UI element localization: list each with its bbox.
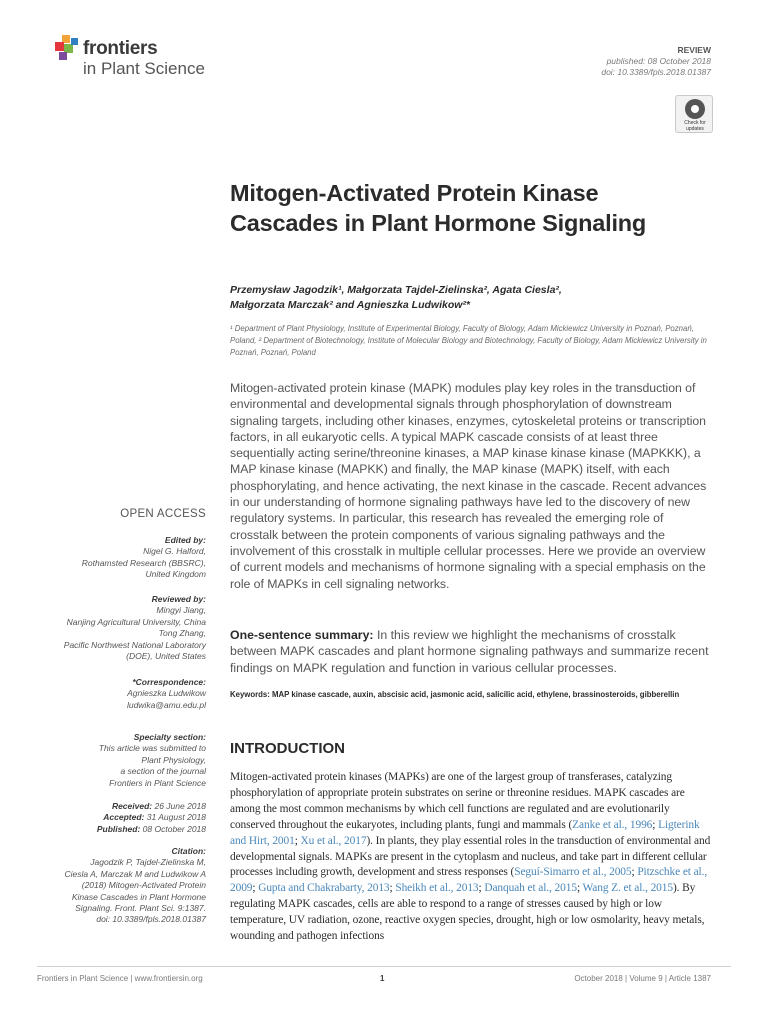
editor-line: Rothamsted Research (BBSRC), xyxy=(81,557,206,568)
check-for-updates-button[interactable] xyxy=(675,95,713,133)
intro-text: ; xyxy=(631,866,638,879)
reviewer-line: (DOE), United States xyxy=(126,651,206,662)
one-sentence-summary xyxy=(230,627,712,676)
journal-logo[interactable] xyxy=(55,35,225,80)
accepted-date xyxy=(41,812,206,823)
check-updates-label: Check for updates xyxy=(684,120,706,132)
correspondence-label: *Correspondence: xyxy=(132,677,206,687)
received-label: Received: xyxy=(111,801,153,811)
intro-text: Mitogen-activated protein kinases (MAPKs) are one of the largest group of transferases, catalyzing phosphorylation of appropriate protein substrates on serine or threonine residues. MAPK cascades are among the most common mechanisms by which cell functions are regulated and are evolutionarily conserved throughout the eukaryotes, including plants, fungi and mammals ( xyxy=(230,771,685,831)
article-title: Mitogen-Activated Protein Kinase Cascades in Plant Hormone Signaling xyxy=(230,180,647,236)
citation-line: Jagodzik P, Tajdel-Zielinska M, xyxy=(90,857,206,868)
check-updates-icon xyxy=(685,99,705,119)
specialty-line: Plant Physiology, xyxy=(141,754,206,765)
citation-line[interactable]: doi: 10.3389/fpls.2018.01387 xyxy=(96,914,206,925)
abstract: Mitogen-activated protein kinase (MAPK) modules play key roles in the transduction of environmental and developmental signals through phosphorylation of downstream signaling targets, including other kinases, enzymes, cytoskeletal proteins or transcription factors, in all eukaryotic cells. A typical MAPK cascade consists of at least three sequentially acting serine/threonine kinases, a MAP kinase kinase kinase (MAPKKK), a MAP kinase kinase (MAPKK) and finally, the MAP kinase (MAPK) itself, with each phosphorylating, and hence activating, the next kinase in the cascade. Recent advances in our understanding of hormone signaling pathways have led to the discovery of new regulatory systems. In particular, this research has revealed the emerging role of crosstalk between the protein components of various signaling pathways and the involvement of this crosstalk in multiple cellular processes. Here we provide an overview of current models and mechanisms of hormone signaling with a special emphasis on the role of MAPKs in cell signaling networks. xyxy=(230,381,707,591)
citation-link[interactable]: Pitzschke et al., 2009 xyxy=(230,866,708,895)
correspondence-email[interactable]: ludwika@amu.edu.pl xyxy=(126,699,206,710)
accepted-label: Accepted: xyxy=(103,812,145,823)
summary-text: In this review we highlight the mechanisms of crosstalk between MAPK cascades and plant hormone signaling pathways and summarize recent findings on MAPK regulation and function in various cellular processes. xyxy=(230,628,709,675)
edited-by-block xyxy=(41,535,206,581)
author-list xyxy=(230,283,710,313)
reviewer-line: Nanjing Agricultural University, China xyxy=(66,616,206,627)
published-date: published: 08 October 2018 xyxy=(606,56,711,66)
reviewed-by-block xyxy=(41,594,206,662)
citation-link[interactable]: Xu et al., 2017 xyxy=(300,834,367,847)
correspondence-name: Agnieszka Ludwikow xyxy=(127,688,206,699)
intro-text: ; xyxy=(478,882,485,895)
editor-line: United Kingdom xyxy=(145,569,206,580)
logo-journal-name: in Plant Science xyxy=(83,59,205,78)
received-value: 26 June 2018 xyxy=(152,801,206,811)
citation-link[interactable]: Sheikh et al., 2013 xyxy=(395,882,479,895)
published-label: Published: xyxy=(96,823,141,834)
citation-line: (2018) Mitogen-Activated Protein xyxy=(81,880,206,891)
article-type: REVIEW xyxy=(677,45,711,55)
citation-link[interactable]: Ligterink and Hirt, 2001 xyxy=(230,818,700,847)
specialty-line: a section of the journal xyxy=(120,766,206,777)
specialty-line: Frontiers in Plant Science xyxy=(109,777,206,788)
footer-issue-info: October 2018 | Volume 9 | Article 1387 xyxy=(574,974,711,983)
citation-line: Signaling. Front. Plant Sci. 9:1387. xyxy=(75,903,206,914)
intro-text: ; xyxy=(389,882,396,895)
open-access-label: OPEN ACCESS xyxy=(120,508,206,520)
specialty-line: This article was submitted to xyxy=(98,743,206,754)
edited-by-label: Edited by: xyxy=(164,535,206,545)
citation-line: Kinase Cascades in Plant Hormone xyxy=(71,891,206,902)
received-date xyxy=(41,801,206,812)
intro-text: ). By regulating MAPK cascades, cells are able to respond to a range of stresses caused by high or low temperature, UV radiation, ozone, reactive oxygen species, drought, high or low osmolarity, heavy metals, wounding and pathogen infections xyxy=(230,882,705,943)
citation-link[interactable]: Gupta and Chakrabarty, 2013 xyxy=(258,882,390,895)
citation-label: Citation: xyxy=(171,846,206,856)
keywords-label: Keywords: xyxy=(230,690,273,699)
reviewer-line: Mingyi Jiang, xyxy=(156,605,206,616)
intro-text: ; xyxy=(294,834,301,847)
dates-block xyxy=(41,801,206,835)
keywords xyxy=(230,689,712,700)
intro-text: ; xyxy=(252,882,259,895)
citation-link[interactable]: Seguí-Simarro et al., 2005 xyxy=(514,866,632,879)
specialty-label: Specialty section: xyxy=(133,732,206,742)
reviewer-line: Tong Zhang, xyxy=(158,628,206,639)
correspondence-block xyxy=(41,677,206,711)
editor-line: Nigel G. Halford, xyxy=(143,546,206,557)
intro-text: ; xyxy=(576,882,583,895)
intro-text: ). In plants, they play essential roles in the transduction of environmental and developmental signals. MAPKs are present in the cytoplasm and nucleus, and take part in different cellular processes including growth, development and stress responses ( xyxy=(230,834,711,879)
accepted-value: 31 August 2018 xyxy=(144,812,206,823)
summary-label: One-sentence summary: xyxy=(230,628,374,642)
page-number: 1 xyxy=(380,974,385,983)
published-date-side xyxy=(41,824,206,835)
article-meta-header xyxy=(601,45,711,78)
frontiers-logo-icon xyxy=(55,35,81,65)
logo-wordmark: frontiers xyxy=(83,38,158,59)
citation-block xyxy=(41,846,206,926)
author-line: Małgorzata Marczak² and Agnieszka Ludwikow²* xyxy=(230,299,470,311)
keywords-text: MAP kinase cascade, auxin, abscisic acid, jasmonic acid, salicilic acid, ethylene, brassinosteroids, gibberellin xyxy=(272,690,680,699)
doi-link[interactable]: doi: 10.3389/fpls.2018.01387 xyxy=(601,67,711,77)
intro-text: ; xyxy=(652,818,659,831)
footer-journal-link[interactable]: Frontiers in Plant Science | www.frontiersin.org xyxy=(37,974,203,983)
published-value: 08 October 2018 xyxy=(140,823,206,834)
specialty-section-block xyxy=(41,732,206,789)
citation-link[interactable]: Zanke et al., 1996 xyxy=(572,818,653,831)
reviewer-line: Pacific Northwest National Laboratory xyxy=(63,639,206,650)
citation-link[interactable]: Wang Z. et al., 2015 xyxy=(582,882,673,895)
reviewed-by-label: Reviewed by: xyxy=(151,594,206,604)
author-line: Przemysław Jagodzik¹, Małgorzata Tajdel-Zielinska², Agata Ciesla², xyxy=(230,284,562,296)
footer-divider xyxy=(37,966,731,967)
citation-line: Ciesla A, Marczak M and Ludwikow A xyxy=(64,868,206,879)
section-heading-introduction: INTRODUCTION xyxy=(230,740,345,757)
introduction-paragraph xyxy=(230,770,712,945)
affiliations: ¹ Department of Plant Physiology, Institute of Experimental Biology, Faculty of Biology, Adam Mickiewicz University in Poznań, Poznań, Poland, ² Department of Biotechnology, Institute of Molecular Biology and Biotechnology, Faculty of Biology, Adam Mickiewicz University in Poznań, Poznań, Poland xyxy=(230,324,707,357)
citation-link[interactable]: Danquah et al., 2015 xyxy=(484,882,577,895)
